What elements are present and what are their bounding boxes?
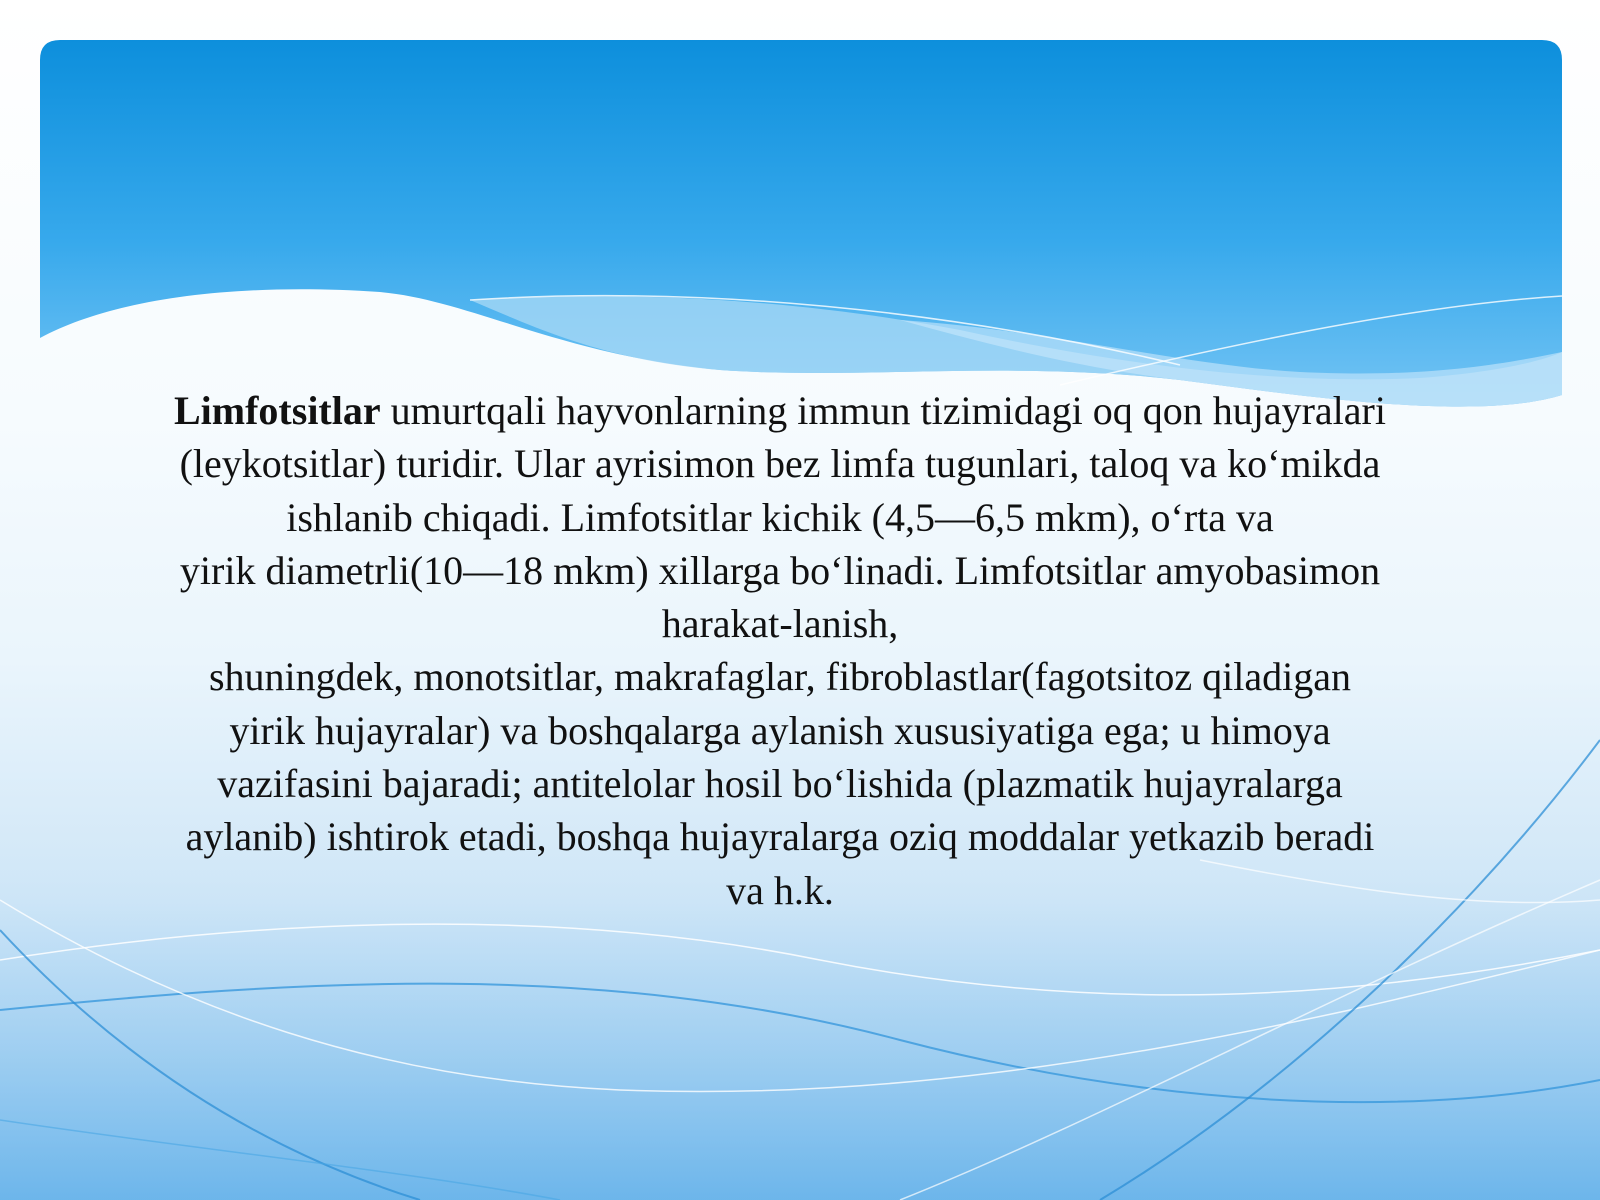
paragraph-line-5: harakat-lanish, [661, 601, 899, 647]
paragraph-line-3: ishlanib chiqadi. Limfotsitlar kichik (4,5—6,5 mkm), o‘rta va [286, 494, 1274, 540]
paragraph-line-2: (leykotsitlar) turidir. Ular ayrisimon bez limfa tugunlari, taloq va ko‘mikda [179, 441, 1381, 487]
paragraph-line-10: va h.k. [726, 867, 834, 913]
paragraph-line-6: shuningdek, monotsitlar, makrafaglar, fibroblastlar(fagotsitoz qiladigan [208, 654, 1352, 700]
paragraph-line-1 [100, 384, 1460, 437]
term-limfotsitlar: Limfotsitlar [174, 388, 381, 433]
paragraph-line-7: yirik hujayralar) va boshqalarga aylanish xususiyatiga ega; u himoya [229, 707, 1331, 753]
paragraph-line-8: vazifasini bajaradi; antitelolar hosil bo‘lishida (plazmatik hujayralarga [217, 761, 1343, 807]
paragraph-line-1-text: umurtqali hayvonlarning immun tizimidagi oq qon hujayralari [380, 388, 1386, 433]
paragraph-line-4: yirik diametrli(10—18 mkm) xillarga bo‘linadi. Limfotsitlar amyobasimon [179, 547, 1381, 593]
paragraph-line-9: aylanib) ishtirok etadi, boshqa hujayralarga oziq moddalar yetkazib beradi [185, 814, 1375, 860]
main-paragraph [100, 384, 1460, 917]
